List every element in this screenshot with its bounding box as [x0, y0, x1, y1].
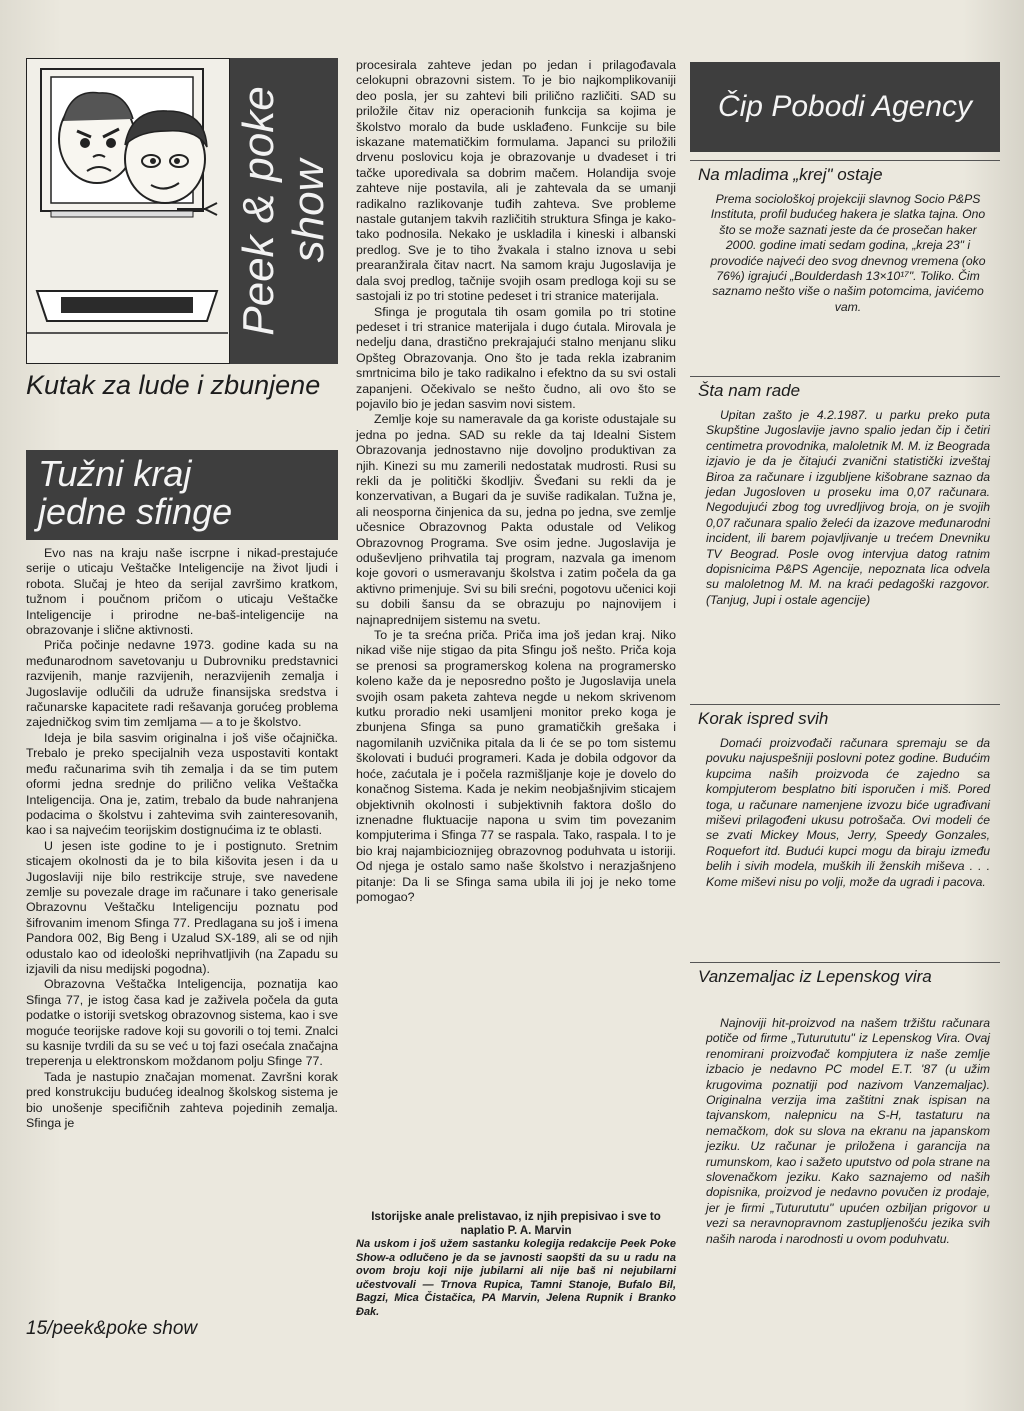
- paragraph: Zemlje koje su nameravale da ga koriste odustajale su jedna po jedna. SAD su rekle da taj Idealni Sistem Obrazovanja jednostavno nije dovoljno produktivan za njih. Kinezi su mu zamerili nedostatak mudrosti. Rusi su rekli da je politički škodljiv. Šveđani su rekli da je konzervativan, a Bugari da je suviše radikalan. Tužna je, ali neosporna činjenica da su, jedna po jedna, sve zemlje učesnice Obrazovnog Pakta odustale od Velikog Obrazovnog Programa. Sve osim jedne. Jugoslavija je oduševljeno prihvatila taj program, nazvala ga imenom koje govori o usmeravanju školstva i zatim počela da ga aktivno primenjuje. Svi su bili srećni, pogotovu učenici koji su dobili šansu da se obrazuju po najnovijem i najnaprednijem sistemu na svetu.: [356, 412, 676, 627]
- paragraph: Sfinga je progutala tih osam gomila po tri stotine pedeset i tri stranice materijala i dugo ćutala. Mirovala je nedelju dana, drastično prekrajajući stalno menjanu sliku Opšteg Obrazovanja. Ono što je tada rekla izabranim smrtnicima bilo je tako radikalno i efektno da su svi ostali zapanjeni. Očekivalo se nešto čudno, ali ovo što se pojavilo bio je jedan sasvim novi sistem.: [356, 304, 676, 411]
- paragraph: Evo nas na kraju naše iscrpne i nikad-prestajuće serije o uticaju Veštačke Inteligencije na život ljudi i robota. Slučaj je hteo da serijal završimo kratkom, tužnom i poučnom pričom o uticaju Veštačke Inteligencije i prirodne ne-baš-inteligencije na obrazovanje i slične aktivnosti.: [26, 546, 338, 638]
- section-name-text: [234, 86, 334, 336]
- credits-heading: Istorijske anale prelistavao, iz njih prepisivao i sve to naplatio P. A. Marvin: [371, 1211, 661, 1237]
- paragraph: Priča počinje nedavne 1973. godine kada su na međunarodnom savetovanju u Dubrovniku predstavnici razvijenih, manje razvijenih, nerazvijenih zemalja i Jugoslavije odlučili da udruže finansijska sredstva i računarske kapacitete radi rešavanja gorućeg problema zajedničkog svim tim zemljama — a to je školstvo.: [26, 638, 338, 730]
- headline-line1: Tužni kraj: [38, 453, 192, 494]
- divider: [690, 376, 1000, 377]
- divider: [690, 160, 1000, 161]
- computer-monitor-drawing: [27, 59, 228, 362]
- column-masthead: [26, 58, 338, 364]
- divider: [690, 704, 1000, 705]
- credits-text: Na uskom i još užem sastanku kolegija redakcije Peek Poke Show-a odlučeno je da se javnosti saopšti da su u radu na ovom broju koji nije jubilarni ali nije baš ni nejubilarni učestvovali — Trnova Rupica, Tamni Stanoje, Bufalo Bil, Bagzi, Mica Čistačica, PA Marvin, Jelena Rupnik i Branko Đak.: [356, 1238, 676, 1318]
- section-name-line1: Peek & poke: [234, 86, 283, 336]
- column-kicker: Kutak za lude i zbunjene: [26, 370, 321, 400]
- cartoon-illustration: [26, 58, 230, 364]
- page-folio: 15/peek&poke show: [26, 1318, 198, 1339]
- sidebar-section-title: Šta nam rade: [698, 381, 801, 400]
- section-name-banner: [230, 58, 338, 364]
- sidebar-title: Čip Pobodi Agency: [690, 62, 1000, 152]
- headline-line2: jedne sfinge: [38, 491, 233, 532]
- sidebar-section-body: [706, 1016, 990, 1247]
- paragraph: procesirala zahteve jedan po jedan i prilagođavala celokupni obrazovni sistem. To je bio najkomplikovaniji deo posla, jer su zahtevi bili prilično različiti. SAD su priložile čitav niz operacionih funkcija sa kojima je školstvo moralo da bude usklađeno. Funkcije su bile iskazane matematičkim formulama. Japanci su priložili drvenu poslovicu koja je obrazovanje u dvadeset i tri tačke uporedivala sa dobrim mačem. Holandija svoje zahteve nije postavila, ali je zahtevala da se umanji radikalno razlikovanje tuđih zahteva. Sve probleme nastale gutanjem takvih različitih struktura Sfinga je kako-tako podnosila. Nekako je uskladila i kineski i albanski predlog. Sve je to tiho žvakala i stalno iznova u sebi prearanžirala čitav nacrt. Na samom kraju Jugoslavija je dala svoj predlog, tačnije svojih osam predloga koji su se sastojali iz po tri stotine pedeset i tri stranice materijala.: [356, 58, 676, 304]
- article-headline: [26, 450, 338, 540]
- sidebar-section-title: Na mladima „krej" ostaje: [698, 165, 883, 184]
- paragraph: Tada je nastupio značajan momenat. Završni korak pred konstrukciju budućeg idealnog školskog sistema je bio unošenje specifičnih zahteva pojedinih zemalja. Sfinga je: [26, 1069, 338, 1131]
- article-body-col1: [26, 546, 338, 1131]
- paragraph: Domaći proizvođači računara spremaju se da povuku najuspešniji poslovni potez godine. Budućim kupcima naših proizvoda će zajedno sa kompjuterom besplatno biti isporučen i miš. Pored toga, u računare namenjene izvozu biće ugrađivani miševi prilagođeni ukusu potrošača. Ovi modeli će se zvati Mickey Mous, Jerry, Speedy Gonzales, Roquefort itd. Budući kupci mogu da biraju između belih i sivih modela, muških ili ženskih miševa . . . Kome miševi nisu po volji, može da ugradi i pacova.: [706, 736, 990, 889]
- sidebar-section-title: Vanzemaljac iz Lepenskog vira: [698, 967, 932, 986]
- paragraph: Upitan zašto je 4.2.1987. u parku preko puta Skupštine Jugoslavije javno spalio jedan čip i četiri centimetra provodnika, maloletnik M. M. iz Beograda izjavio je da je čitajući zvanični statistički izveštaj Biroa za računare i izgubljene kišobrane saznao da jedan Jugosloven u proseku ima 0,07 računara. Negodujući zbog tog uvredljivog broja, on je svojih 0,07 računara spalio želeći da izazove međunarodni incident, ili barem pojavljivanje u trećem Dnevniku TV Beograd. Posle ovog intervjua datog ratnim dopisnicima P&PS Agencije, nepoznata lica odvela su maloletnog M. M. na kraći pedagoški razgovor. (Tanjug, Jupi i ostale agencije): [706, 408, 990, 607]
- paragraph: Najnoviji hit-proizvod na našem tržištu računara potiče od firme „Tuturututu" iz Lepenskog Vira. Ovaj renomirani proizvođač kompjutera iz naše zemlje izbacio je nedavno PC model E.T. '87 (u užim krugovima poznatiji pod nazivom Vanzemaljac). Originalna verzija ima zaštitni znak ispisan na tajvanskom, nalepnicu na S-H, tastaturu na nemačkom, dok su slova na ekranu na japanskom jeziku. Uz računar je priložena i garanciја na rumunskom, kao i sažeto uputstvo od pola strane na slovenačkom jeziku. Kako saznajemo od naših dopisnika, proizvod je nedavno povučen iz prodaje, jer je firmi „Tuturututu" upućen ozbiljan prigovor u vezi sa neravnopravnom zastupljenošću jezika svih naših naroda i narodnosti u ovom poduhvatu.: [706, 1016, 990, 1246]
- section-name-line2: show: [284, 159, 333, 263]
- article-body-col2: [356, 58, 676, 905]
- divider: [690, 962, 1000, 963]
- paragraph: To je ta srećna priča. Priča ima još jedan kraj. Niko nikad više nije stigao da pita Sfingu još nešto. Priča koja se prenosi sa programerskog kolena na programersko koleno kaže da je neposredno pošto je Jugoslavija unela svojih osam paketa zahteva negde u nekom skrivenom kutku proradio neki usamljeni monitor preko koga je zbunjena Sfinga sa puno gramatičkih grešaka i nagomilanih uzvičnika pitala da li će se po tom sistemu školovati i budući programeri. Kada je dobila odgovor da hoće, zaćutala je i počela razmišljanje koje je dovelo do konačnog Sistema. Kada je nekim neobjašnjivim sticajem objektivnih okolnosti i subjektivnih faktora došlo do iznenadne fluktuacije napona u svim tim povezanim kompjuterima i Sfinga 77 se raspala. Tako, raspala. I to je bio kraj najambicioznijeg obrazovnog poduhvata u istoriji. Od njega je ostalo samo naše školstvo i nerazjašnjeno pitanje: Da li se Sfinga sama ubila ili joj je neko tome pomogao?: [356, 628, 676, 904]
- sidebar-section-title: Korak ispred svih: [698, 709, 829, 728]
- paragraph: U jesen iste godine to je i postignuto. Sretnim sticajem okolnosti da je to bila kišovita jesen i da u Jugoslaviji nije bilo restrikcije struje, sve navedene zemlje su povezale drage im računare i tako generisale Obrazovnu Veštačku Inteligenciju poznatu pod šifrovanim imenom Sfinga 77. Predlagana su još i imena Pandora 002, Big Beng i Uzalud SX-189, ali se od njih odustalo kao od ideološki neprihvatljivih (na Zapadu su izjavili da nisu medijski pogodna).: [26, 838, 338, 976]
- sidebar-section-body: [706, 408, 990, 608]
- paragraph: Ideja je bila sasvim originalna i još više očajnička. Trebalo je preko specijalnih veza uspostaviti kontakt među računarima svih tih zemalja i da se tim putem oformi jedna srednje do prilično velika Veštačka Inteligencija. Ona je, zatim, trebalo da bude nahranjena podacima o školstvu i zahtevima svih zainteresovanih, kao i sa najvećim teorijskim dostignućima iz te oblasti.: [26, 730, 338, 838]
- sidebar-section-body: [706, 736, 990, 890]
- sidebar-section-body: [706, 192, 990, 315]
- paragraph: Prema sociološkoj projekciji slavnog Socio P&PS Instituta, profil budućeg hakera je slatka tajna. Ono što se može saznati jeste da će prosečan haker 2000. godine imati sedam godina, „kreja 23" i provodiće najveći deo svog dnevnog vremena (oko 76%) igrajući „Boulderdash 13×10¹⁷". Toliko. Čim saznamo nešto više o našim potomcima, javićemo vam.: [710, 192, 986, 314]
- paragraph: Obrazovna Veštačka Inteligencija, poznatija kao Sfinga 77, je istog časa kad je zaživela počela da guta podatke o istoriji svetskog obrazovnog sistema, kao i sve moguće teorijske radove koji su govorili o toj temi. Znalci su kasnije tvrdili da su se već u toj fazi osećala značajna treperenja u elektronskom moždanom polju Sfinge 77.: [26, 977, 338, 1069]
